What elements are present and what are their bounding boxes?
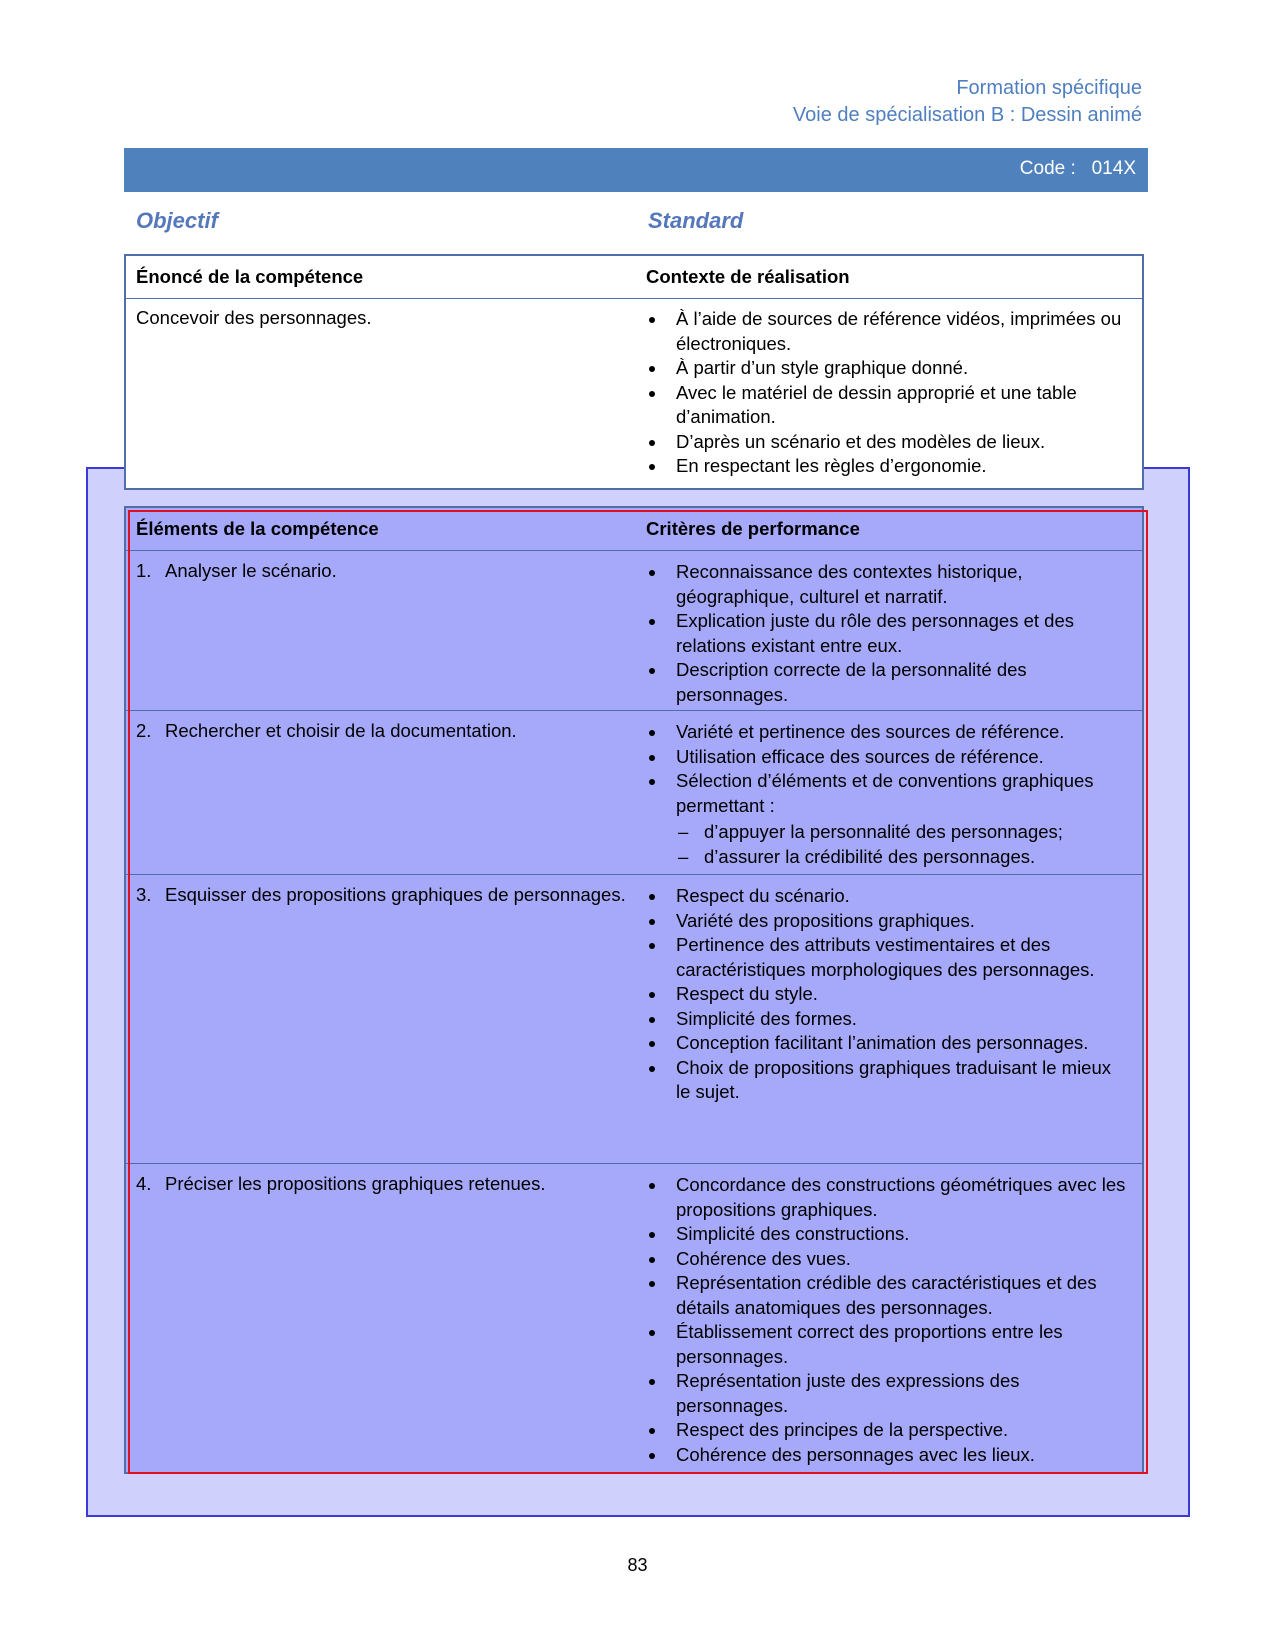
list-item: Établissement correct des proportions entre les personnages. [646, 1320, 1126, 1369]
list-item: Simplicité des formes. [646, 1007, 1126, 1032]
header-specialization-line: Voie de spécialisation B : Dessin animé [792, 104, 1142, 126]
competence-context-table [124, 254, 1144, 490]
table-divider [126, 710, 1142, 711]
element-text: Esquisser des propositions graphiques de personnages. [165, 884, 626, 905]
column-header-elements: Éléments de la compétence [136, 518, 379, 539]
list-item: Utilisation efficace des sources de référence. [646, 745, 1126, 770]
list-item: Respect du scénario. [646, 884, 1126, 909]
code-bar [124, 148, 1148, 192]
list-item: Choix de propositions graphiques traduisant le mieux le sujet. [646, 1056, 1126, 1105]
element-row-4 [136, 1172, 626, 1197]
standard-heading: Standard [648, 208, 744, 233]
sub-list [676, 820, 1126, 869]
sub-list-item: – d’assurer la crédibilité des personnages. [676, 845, 1126, 870]
element-text: Rechercher et choisir de la documentation. [165, 720, 517, 741]
element-number: 2. [136, 720, 152, 741]
list-item: Explication juste du rôle des personnages et des relations existant entre eux. [646, 609, 1126, 658]
list-item: Simplicité des constructions. [646, 1222, 1126, 1247]
table-divider [126, 874, 1142, 875]
list-item: Concordance des constructions géométriques avec les propositions graphiques. [646, 1173, 1126, 1222]
element-number: 4. [136, 1173, 152, 1194]
list-item: D’après un scénario et des modèles de lieux. [646, 430, 1126, 455]
column-header-enonce: Énoncé de la compétence [136, 266, 364, 287]
list-item: Reconnaissance des contextes historique, géographique, culturel et narratif. [646, 560, 1126, 609]
list-item [646, 769, 1126, 869]
table-divider [126, 298, 1142, 299]
element-text: Préciser les propositions graphiques retenues. [165, 1173, 546, 1194]
criteria-list-3 [646, 884, 1126, 1105]
sub-list-item: – d’appuyer la personnalité des personnages; [676, 820, 1126, 845]
competence-statement: Concevoir des personnages. [136, 307, 372, 328]
list-item: Variété et pertinence des sources de référence. [646, 720, 1126, 745]
list-item: Représentation juste des expressions des personnages. [646, 1369, 1126, 1418]
table-divider [126, 550, 1142, 551]
list-item: Pertinence des attributs vestimentaires et des caractéristiques morphologiques des personnages. [646, 933, 1126, 982]
element-row-3 [136, 883, 626, 908]
list-item: Variété des propositions graphiques. [646, 909, 1126, 934]
list-item: En respectant les règles d’ergonomie. [646, 454, 1126, 479]
list-item: Avec le matériel de dessin approprié et une table d’animation. [646, 381, 1126, 430]
element-text: Analyser le scénario. [165, 560, 337, 581]
column-header-criteres: Critères de performance [646, 518, 860, 539]
list-item: Représentation crédible des caractéristiques et des détails anatomiques des personnages. [646, 1271, 1126, 1320]
list-item: Respect du style. [646, 982, 1126, 1007]
objectif-heading: Objectif [136, 208, 218, 233]
code-label: Code : 014X [1019, 158, 1136, 179]
list-item: À partir d’un style graphique donné. [646, 356, 1126, 381]
column-header-contexte: Contexte de réalisation [646, 266, 850, 287]
element-row-2 [136, 719, 626, 744]
criteria-list-1 [646, 560, 1126, 707]
elements-criteria-table [124, 506, 1144, 1474]
criteria-list-4 [646, 1173, 1126, 1467]
list-item: Description correcte de la personnalité des personnages. [646, 658, 1126, 707]
list-item: Respect des principes de la perspective. [646, 1418, 1126, 1443]
element-number: 3. [136, 884, 152, 905]
page-number: 83 [627, 1555, 648, 1575]
list-item: Cohérence des personnages avec les lieux. [646, 1443, 1126, 1468]
table-divider [126, 1163, 1142, 1164]
criteria-list-2 [646, 720, 1126, 869]
list-item: Conception facilitant l’animation des personnages. [646, 1031, 1126, 1056]
header-program-line: Formation spécifique [956, 77, 1142, 99]
context-list [646, 307, 1126, 479]
element-row-1 [136, 559, 626, 584]
list-item: À l’aide de sources de référence vidéos, imprimées ou électroniques. [646, 307, 1126, 356]
list-item-text: Sélection d’éléments et de conventions graphiques permettant : [676, 770, 1094, 816]
element-number: 1. [136, 560, 152, 581]
list-item: Cohérence des vues. [646, 1247, 1126, 1272]
